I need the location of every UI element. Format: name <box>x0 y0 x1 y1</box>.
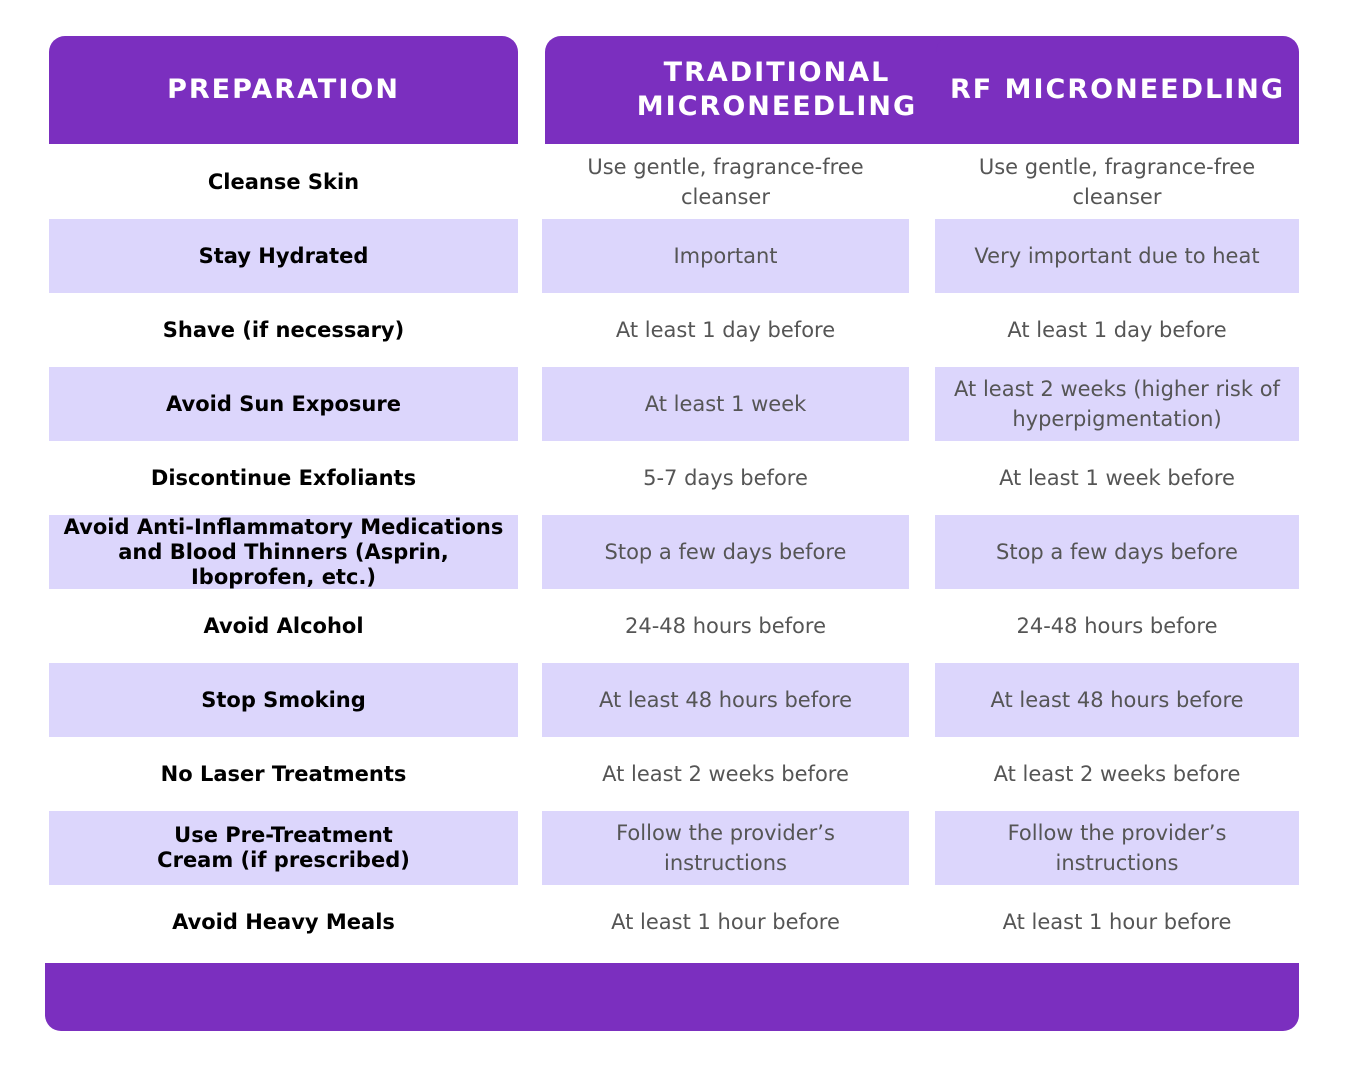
rf-cell: Stop a few days before <box>935 515 1299 589</box>
preparation-cell: Avoid Sun Exposure <box>49 367 518 441</box>
rf-cell: Very important due to heat <box>935 219 1299 293</box>
traditional-cell: At least 1 week <box>542 367 909 441</box>
rf-cell: At least 1 week before <box>999 466 1235 490</box>
traditional-cell: At least 48 hours before <box>542 663 909 737</box>
preparation-cell: Stop Smoking <box>49 663 518 737</box>
preparation-cell: Shave (if necessary) <box>162 317 405 342</box>
preparation-cell: Avoid Heavy Meals <box>172 909 395 934</box>
preparation-cell: Use Pre-Treatment Cream (if prescribed) <box>49 811 518 885</box>
traditional-cell: At least 2 weeks before <box>602 762 849 786</box>
preparation-cell: No Laser Treatments <box>160 761 407 786</box>
rf-cell: 24-48 hours before <box>1016 614 1218 638</box>
traditional-cell: Important <box>542 219 909 293</box>
traditional-cell: Use gentle, fragrance-free cleanser <box>587 155 864 209</box>
traditional-cell: At least 1 day before <box>615 318 836 342</box>
traditional-cell: Stop a few days before <box>542 515 909 589</box>
header-preparation: PREPARATION <box>49 36 518 144</box>
rf-cell: At least 1 hour before <box>1002 910 1232 934</box>
preparation-cell: Avoid Anti-Inflammatory Medications and Blood Thinners (Asprin, Iboprofen, etc.) <box>49 515 518 589</box>
preparation-cell: Avoid Alcohol <box>203 613 364 638</box>
rf-cell: At least 1 day before <box>1007 318 1227 342</box>
header-traditional-microneedling: TRADITIONAL MICRONEEDLING <box>545 36 1009 144</box>
header-rf-microneedling: RF MICRONEEDLING <box>936 36 1299 144</box>
rf-cell: At least 2 weeks before <box>993 762 1241 786</box>
rf-cell: At least 2 weeks (higher risk of hyperpigmentation) <box>935 367 1299 441</box>
traditional-cell: Follow the provider’s instructions <box>542 811 909 885</box>
rf-cell: Use gentle, fragrance-free cleanser <box>978 155 1256 209</box>
traditional-cell: 24-48 hours before <box>625 614 826 638</box>
rf-cell: At least 48 hours before <box>935 663 1299 737</box>
preparation-cell: Stay Hydrated <box>49 219 518 293</box>
rf-cell: Follow the provider’s instructions <box>935 811 1299 885</box>
preparation-cell: Cleanse Skin <box>207 169 360 194</box>
preparation-cell: Discontinue Exfoliants <box>150 465 417 490</box>
footer-bar <box>45 963 1299 1031</box>
traditional-cell: At least 1 hour before <box>611 910 840 934</box>
traditional-cell: 5-7 days before <box>643 466 808 490</box>
